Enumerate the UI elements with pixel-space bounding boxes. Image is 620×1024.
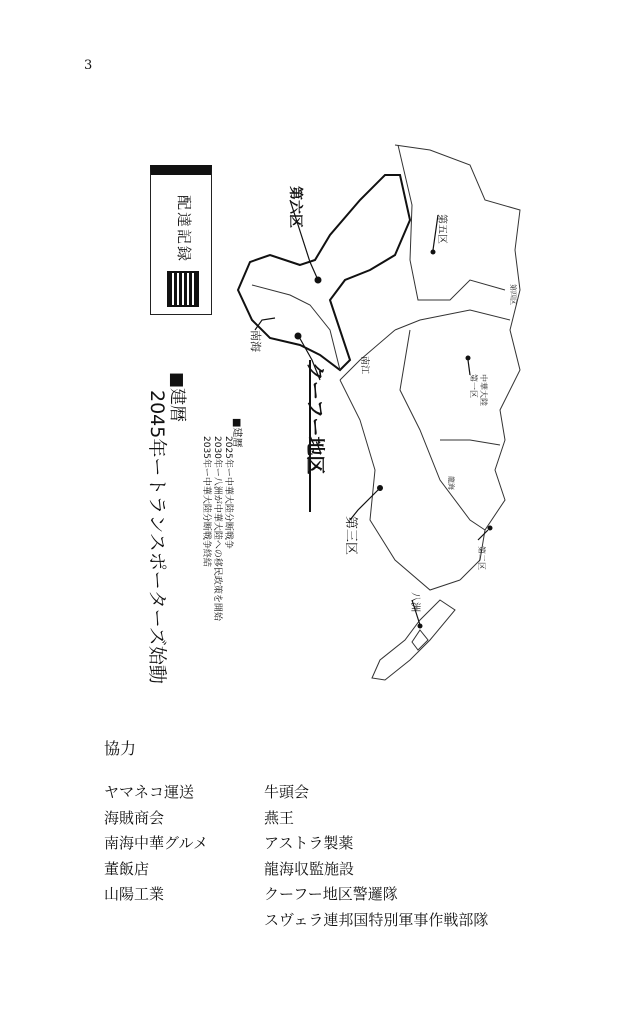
marker-first xyxy=(466,356,471,361)
history-small-line: 2025年ー中華大陸分断戦争 xyxy=(223,436,233,549)
region-sixth: 第六区 xyxy=(287,186,303,228)
region-third: 第三区 xyxy=(343,516,358,556)
south-sea-border xyxy=(252,285,340,370)
credit-item: 海賊商会 xyxy=(104,808,165,827)
marker-third xyxy=(377,485,383,491)
region-second: 第二区 xyxy=(477,546,486,570)
page-number: 3 xyxy=(84,58,93,73)
kufu-district-label: クーフー地区 xyxy=(304,362,326,475)
credit-item: ヤマネコ運送 xyxy=(104,783,195,801)
credit-item: アストラ製薬 xyxy=(264,834,354,852)
credits-title: 協力 xyxy=(104,739,137,758)
history-big-line: 2045年ートランスポーターズ始動 xyxy=(146,390,168,684)
credit-item: スヴェラ連邦国特別軍事作戦部隊 xyxy=(264,910,489,929)
credit-item: 龍海収監施設 xyxy=(264,859,355,878)
credit-item: 燕王 xyxy=(264,808,295,827)
pointer-south-sea xyxy=(255,318,275,330)
marker-second xyxy=(488,526,493,531)
marker-hasu xyxy=(418,624,423,629)
qr-code-icon xyxy=(167,271,199,307)
history-small-line: 2035年ー中華大陸分断戦争終結 xyxy=(201,436,211,567)
history-small-heading: ■建暦 xyxy=(231,418,242,448)
region-fourth: 第四区 xyxy=(509,284,517,305)
credit-item: 南海中華グルメ xyxy=(104,834,209,852)
credit-item: クーフー地区警邏隊 xyxy=(264,885,398,903)
region-hasu: 八洲 xyxy=(409,592,420,612)
credits-left-column xyxy=(104,780,208,908)
border-third xyxy=(400,330,485,530)
border-fifth xyxy=(398,145,505,300)
marker-kufu xyxy=(295,333,302,340)
border-mid xyxy=(440,440,500,445)
history-big-heading: ■建暦 xyxy=(167,372,187,423)
history-small-line: 2030年ー八洲が中華大陸への移民政策を開始 xyxy=(212,436,222,621)
island-small xyxy=(412,630,428,650)
coastline-west xyxy=(340,380,460,590)
pointer-first xyxy=(468,360,470,375)
credit-item: 董飯店 xyxy=(104,859,150,878)
region-south-sea: 南海 xyxy=(249,330,262,352)
region-south-river: 南江 xyxy=(359,356,369,375)
marker-sixth xyxy=(315,277,322,284)
credit-item: 牛頭会 xyxy=(264,783,310,801)
credits-right-column xyxy=(264,780,488,933)
pointer-second xyxy=(478,530,488,540)
region-fifth: 第五区 xyxy=(436,214,447,244)
border-first xyxy=(395,310,510,330)
marker-fifth xyxy=(431,250,436,255)
coastline-north xyxy=(395,145,520,580)
credit-item: 山陽工業 xyxy=(104,885,165,903)
box-title: 配達記録 xyxy=(175,195,193,264)
region-hall: 龍海 xyxy=(447,476,455,490)
delivery-record-box xyxy=(150,165,212,315)
region-first: 中華大陸 第一区 xyxy=(469,374,488,406)
